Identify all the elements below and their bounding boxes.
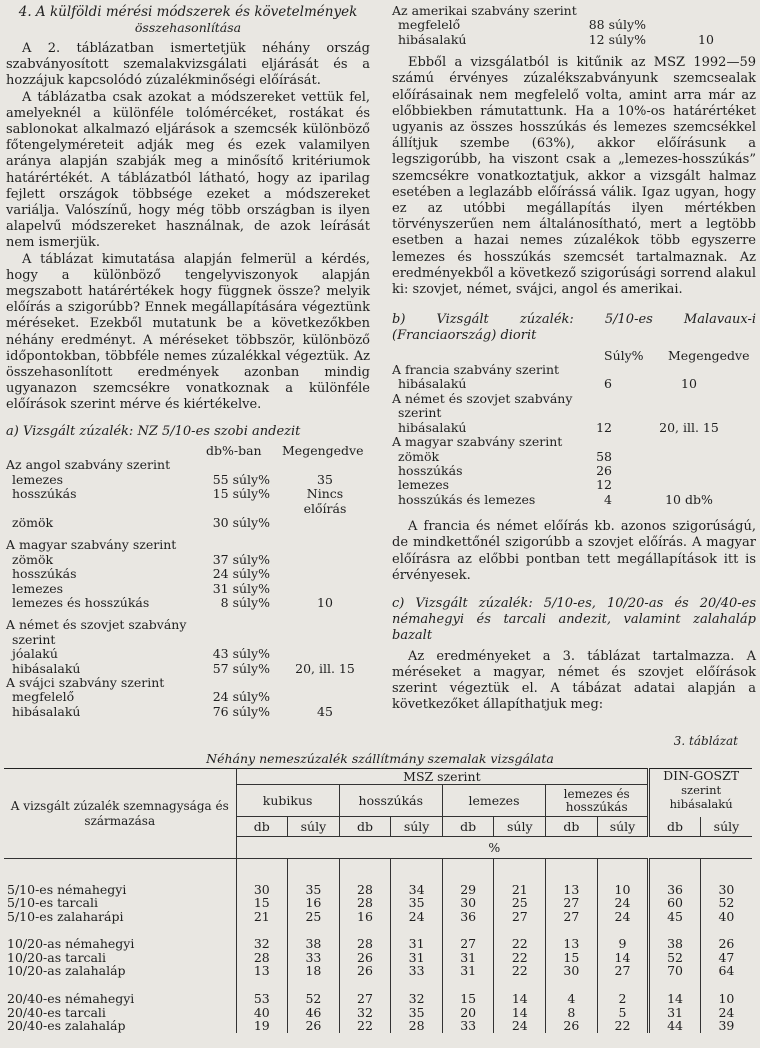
- table-cell: 14: [494, 992, 546, 1006]
- table-cell: 26: [288, 1019, 340, 1033]
- result-allowed: 20, ill. 15: [659, 419, 719, 435]
- table-row: [4, 992, 752, 1006]
- table-cell: 24: [391, 910, 443, 924]
- table-cell: 13: [546, 883, 598, 897]
- table-cell: 36: [649, 883, 701, 897]
- paragraph-question: A táblázat kimutatása alapján felmerül a kérdés, hogy a különböző tengelyviszonyok alapján megszabott határértékek hogy függnek össze? melyik előírás a szigorúbb? Ennek megállapítására végeztünk méréseket. Ezekből mutatunk be a következőkben néhány eredményt. A méréseket többször, különböző időpontokban, többféle nemes zúzalékkal végeztük. Az összehasonlított eredmények azonban mindig ugyanazon szemcsékre vonatkoznak a különféle előírások szerint mérve és kiértékelve.: [6, 251, 370, 413]
- result-value: 37 súly%: [212, 551, 270, 567]
- result-row: [392, 493, 756, 507]
- table-cell: 18: [288, 964, 340, 978]
- table-row: [4, 937, 752, 951]
- result-value: 6: [604, 376, 612, 392]
- result-allowed: előírás: [303, 500, 347, 516]
- table-cell: 22: [494, 951, 546, 965]
- result-allowed: [622, 450, 756, 464]
- result-allowed: 45: [317, 703, 333, 719]
- table-cell: 14: [494, 1006, 546, 1020]
- result-value: 4: [604, 491, 612, 507]
- table-cell: 27: [597, 964, 649, 978]
- result-allowed: 10 db%: [665, 491, 713, 507]
- result-allowed: 35: [317, 471, 333, 487]
- magyar-results: [6, 538, 370, 610]
- table-cell: 46: [288, 1006, 340, 1020]
- table-cell: 15: [546, 951, 598, 965]
- result-value: 24 súly%: [212, 566, 270, 582]
- result-row: [392, 33, 756, 47]
- table-cell: 27: [546, 896, 598, 910]
- table-title: Néhány nemeszúzalék szállítmány szemalak vizsgálata: [206, 751, 554, 766]
- table-cell: 30: [546, 964, 598, 978]
- table-cell: 32: [339, 1006, 391, 1020]
- table-row: [4, 1019, 752, 1033]
- result-label: hosszúkás: [398, 463, 463, 478]
- result-row: [6, 473, 370, 487]
- nemet-title-cont: szerint: [12, 631, 56, 647]
- result-label: hibásalakú: [12, 661, 81, 676]
- section-a-title: a) Vizsgált zúzalék: NZ 5/10-es szobi andezit: [6, 423, 301, 439]
- row-label: 5/10-es zalaharápi: [7, 908, 124, 924]
- francia-title: A francia szabvány szerint: [392, 362, 560, 378]
- table-cell: 26: [339, 951, 391, 965]
- table-cell: 28: [339, 883, 391, 897]
- table-cell: 22: [494, 964, 546, 978]
- result-label: lemezes: [398, 478, 450, 493]
- result-allowed: [280, 516, 370, 530]
- col-header-percent: db%-ban: [206, 442, 262, 458]
- result-value: [196, 502, 280, 516]
- col-header-allowed: Megengedve: [282, 442, 364, 458]
- table-cell: 33: [288, 951, 340, 965]
- result-row: [6, 502, 370, 516]
- result-value: 26: [596, 462, 612, 478]
- table-cell: 24: [597, 896, 649, 910]
- table-cell: 64: [700, 964, 752, 978]
- angol-title: Az angol szabvány szerint: [6, 457, 171, 473]
- section-b-title: b) Vizsgált zúzalék: 5/10-es Malavaux-i (Franciaország) diorit: [392, 312, 756, 344]
- result-label: hibásalakú: [398, 32, 467, 47]
- result-row: [392, 18, 756, 32]
- subheader-suly: súly: [700, 817, 752, 837]
- din-header-line-1: DIN-GOSZT: [663, 768, 740, 783]
- table-cell: 27: [546, 910, 598, 924]
- result-row: [392, 450, 756, 464]
- heading-line-2: összehasonlítása: [134, 20, 242, 35]
- result-label: lemezes és hosszúkás: [12, 595, 150, 610]
- result-label: hosszúkás és lemezes: [398, 492, 536, 507]
- table-cell: 26: [546, 1019, 598, 1033]
- table-cell: 9: [597, 937, 649, 951]
- result-allowed: 10: [698, 31, 714, 47]
- table-cell: 28: [339, 896, 391, 910]
- table-cell: 25: [494, 896, 546, 910]
- table-cell: 39: [700, 1019, 752, 1033]
- result-value: 15 súly%: [212, 486, 270, 502]
- result-allowed: [622, 464, 756, 478]
- table-cell: 13: [236, 964, 288, 978]
- result-row: [6, 567, 370, 581]
- table-cell: 24: [700, 1006, 752, 1020]
- group-header-kubikus: kubikus: [236, 785, 339, 817]
- table-cell: 40: [700, 910, 752, 924]
- result-row: [6, 647, 370, 661]
- magyar-results-b: [392, 435, 756, 507]
- result-label: lemezes: [12, 472, 64, 487]
- result-label: hosszúkás: [12, 567, 77, 582]
- result-allowed: [622, 478, 756, 492]
- table-cell: 47: [700, 951, 752, 965]
- table-cell: 27: [339, 992, 391, 1006]
- francia-results: [392, 363, 756, 392]
- table-cell: 29: [442, 883, 494, 897]
- col-header-allowed-b: Megengedve: [668, 347, 750, 363]
- angol-results: [6, 458, 370, 530]
- magyar-title-b: A magyar szabvány szerint: [392, 434, 563, 450]
- heading-line-1: 4. A külföldi mérési módszerek és követelmények: [18, 4, 358, 20]
- result-value: 55 súly%: [212, 471, 270, 487]
- magyar-title: A magyar szabvány szerint: [6, 537, 177, 553]
- table-cell: 27: [442, 937, 494, 951]
- result-value: 12: [596, 419, 612, 435]
- nemet-results-b: [392, 392, 756, 435]
- row-label: 20/40-es tarcali: [7, 1004, 106, 1020]
- result-label: jóalakú: [12, 647, 58, 662]
- table-cell: 32: [391, 992, 443, 1006]
- result-label: lemezes: [12, 581, 64, 596]
- svajci-results: [6, 676, 370, 719]
- table-row: [4, 910, 752, 924]
- table-row-header: A vizsgált zúzalék szemnagysága és származása: [4, 769, 236, 859]
- table-cell: 35: [288, 883, 340, 897]
- din-header-line-2: szerint hibásalakú: [669, 783, 733, 811]
- result-value: 43 súly%: [212, 646, 270, 662]
- table-cell: 10: [700, 992, 752, 1006]
- table-cell: 38: [649, 937, 701, 951]
- result-label: hibásalakú: [12, 704, 81, 719]
- table-cell: 4: [546, 992, 598, 1006]
- paragraph-conclusion-b: A francia és német előírás kb. azonos szigorúságú, de mindkettőnél szigorúbb a szovjet előírás. A magyar előírásra az előbbi pontban tett megállapítások itt is érvényesek.: [392, 519, 756, 583]
- table-cell: 31: [391, 937, 443, 951]
- table-cell: 15: [442, 992, 494, 1006]
- table-cell: 8: [546, 1006, 598, 1020]
- table-cell: 28: [391, 1019, 443, 1033]
- unit-row: %: [236, 837, 752, 859]
- result-allowed: 10: [681, 376, 697, 392]
- result-label: zömök: [12, 515, 54, 530]
- result-label: megfelelő: [12, 690, 75, 705]
- table-cell: 22: [494, 937, 546, 951]
- section-c-title: c) Vizsgált zúzalék: 5/10-es, 10/20-as és 20/40-es némahegyi és tarcali andezit, valamint zalahaláp bazalt: [392, 595, 756, 644]
- result-allowed: 20, ill. 15: [295, 660, 355, 676]
- result-label: megfelelő: [398, 18, 461, 33]
- result-value: 31 súly%: [212, 580, 270, 596]
- result-label: hibásalakú: [398, 420, 467, 435]
- result-allowed: [656, 18, 756, 32]
- table-row: [4, 896, 752, 910]
- table-label: 3. táblázat: [673, 734, 738, 748]
- table-cell: 21: [494, 883, 546, 897]
- results-table: [4, 768, 752, 1033]
- table-cell: 10: [597, 883, 649, 897]
- svajci-title: A svájci szabvány szerint: [6, 674, 165, 690]
- paragraph-table-intro: Az eredményeket a 3. táblázat tartalmazza. A méréseket a magyar, német és szovjet előírások szerint végeztük el. A tábázat adatai alapján a következőket állapíthatjuk meg:: [392, 648, 756, 713]
- table-cell: 22: [339, 1019, 391, 1033]
- paragraph-conclusion-a: Ebből a vizsgálatból is kitűnik az MSZ 1992—59 számú érvényes zúzalékszabványunk szemcsealak előírásainak nem megfelelő volta, amint arra már az előbbiekben rámutattunk. Ha a 10%-os határértéket ugyanis az összes hosszúkás és lemezes szemcsékkel állítjuk szembe (63%), akkor előírásunk a legszigorúbb, ha viszont csak a „lemezes-hosszúkás” szemcsékre vonatkoztatjuk, akkor a vizsgált halmaz esetében a leglazább előírássá válik. Igaz ugyan, hogy ez az utóbbi megállapítás ilyen mértékben törvényszerűen nem általánosítható, mert a legtöbb esetben a hazai nemes zúzalékok több egyszerre lemezes és hosszúkás szemcsét tartalmaznak. Az eredményekből a következő szigorúsági sorrend alakul ki: szovjet, német, svájci, angol és amerikai.: [392, 55, 756, 298]
- table-cell: 45: [649, 910, 701, 924]
- subheader-db: db: [339, 817, 391, 837]
- table-cell: 20: [442, 1006, 494, 1020]
- result-allowed: [280, 553, 370, 567]
- table-cell: 31: [442, 951, 494, 965]
- result-row: [6, 516, 370, 530]
- group-header-hosszukas: hosszúkás: [339, 785, 442, 817]
- table-cell: 13: [546, 937, 598, 951]
- result-label: zömök: [398, 449, 440, 464]
- result-value: 58: [596, 448, 612, 464]
- paragraph-intro: A 2. táblázatban ismertetjük néhány ország szabványosított szemalakvizsgálati eljárását és a hozzájuk kapcsolódó zúzalékminőségi előírását.: [6, 41, 370, 89]
- subheader-db: db: [442, 817, 494, 837]
- result-value: 12: [596, 477, 612, 493]
- result-row: [6, 662, 370, 676]
- paragraph-methods: A táblázatba csak azokat a módszereket vettük fel, amelyeknél a különféle tolómércéket, rostákat és sablonokat alkalmazó eljárások a szemcsék különböző főtengelyméreteit adják meg és ezek valamilyen aránya alapján szabják meg a minősítő kritériumok határértékét. A táblázatból látható, hogy az iparilag fejlett országok többsége ezeket a módszereket variálja. Valószínű, hogy még több országban is ilyen alapelvű módszereket használnak, de azok leírását nem ismerjük.: [6, 89, 370, 251]
- table-cell: 19: [236, 1019, 288, 1033]
- table-cell: 28: [339, 937, 391, 951]
- table-row: [4, 964, 752, 978]
- table-cell: 33: [391, 964, 443, 978]
- table-cell: 15: [236, 896, 288, 910]
- nemet-title-b-cont: szerint: [398, 405, 442, 421]
- table-cell: 35: [391, 896, 443, 910]
- result-label: zömök: [12, 552, 54, 567]
- din-header: [649, 769, 752, 817]
- result-row: [392, 464, 756, 478]
- table-cell: 30: [700, 883, 752, 897]
- result-value: 88 súly%: [588, 17, 646, 33]
- subheader-suly: súly: [597, 817, 649, 837]
- table-cell: 52: [700, 896, 752, 910]
- subheader-db: db: [236, 817, 288, 837]
- result-allowed: [280, 567, 370, 581]
- result-allowed: [280, 647, 370, 661]
- result-label: hibásalakú: [398, 377, 467, 392]
- table-cell: 24: [597, 910, 649, 924]
- result-value: 12 súly%: [588, 31, 646, 47]
- table-cell: 26: [339, 964, 391, 978]
- table-cell: 24: [494, 1019, 546, 1033]
- table-cell: 14: [597, 951, 649, 965]
- row-label: 5/10-es tarcali: [7, 895, 98, 911]
- row-label: 10/20-as zalahaláp: [7, 963, 126, 979]
- table-cell: 22: [597, 1019, 649, 1033]
- row-label: 5/10-es némahegyi: [7, 881, 127, 897]
- result-allowed: Nincs: [306, 486, 344, 502]
- section-heading: [6, 4, 370, 36]
- table-cell: 31: [649, 1006, 701, 1020]
- table-row: [4, 1006, 752, 1020]
- table-cell: 35: [391, 1006, 443, 1020]
- table-cell: 44: [649, 1019, 701, 1033]
- table-cell: 60: [649, 896, 701, 910]
- result-row: [6, 487, 370, 501]
- result-value: 30 súly%: [212, 514, 270, 530]
- table-cell: 40: [236, 1006, 288, 1020]
- amerikai-title: Az amerikai szabvány szerint: [392, 3, 577, 18]
- group-header-lemezes-hosszukas: lemezes és hosszúkás: [546, 785, 649, 817]
- table-cell: 31: [442, 964, 494, 978]
- table-cell: 5: [597, 1006, 649, 1020]
- result-row: [392, 478, 756, 492]
- right-column: [392, 4, 756, 713]
- result-column-headers: [6, 444, 370, 458]
- left-column: [6, 4, 370, 719]
- result-row: [6, 553, 370, 567]
- table-cell: 33: [442, 1019, 494, 1033]
- nemet-title: A német és szovjet szabvány: [6, 617, 187, 633]
- table-cell: 32: [236, 937, 288, 951]
- msz-header: MSZ szerint: [236, 769, 649, 785]
- result-label: hosszúkás: [12, 487, 77, 502]
- result-allowed: [280, 690, 370, 704]
- result-allowed: 10: [317, 594, 333, 610]
- result-allowed: [280, 582, 370, 596]
- table-cell: 34: [391, 883, 443, 897]
- nemet-results: [6, 618, 370, 676]
- table-cell: 21: [236, 910, 288, 924]
- table-row: [4, 883, 752, 897]
- table-cell: 70: [649, 964, 701, 978]
- amerikai-results: [392, 4, 756, 47]
- col-header-weight: Súly%: [604, 347, 644, 363]
- table-cell: 36: [442, 910, 494, 924]
- table-cell: 16: [339, 910, 391, 924]
- subheader-suly: súly: [494, 817, 546, 837]
- result-row: [6, 690, 370, 704]
- result-value: 8 súly%: [220, 594, 270, 610]
- subheader-suly: súly: [391, 817, 443, 837]
- subheader-db: db: [649, 817, 701, 837]
- table-cell: 52: [649, 951, 701, 965]
- table-cell: 38: [288, 937, 340, 951]
- table-cell: 30: [442, 896, 494, 910]
- table-cell: 14: [649, 992, 701, 1006]
- row-label: 20/40-es némahegyi: [7, 991, 135, 1007]
- table-cell: 53: [236, 992, 288, 1006]
- row-label: 10/20-as tarcali: [7, 949, 106, 965]
- result-value: 57 súly%: [212, 660, 270, 676]
- row-label: 20/40-es zalahaláp: [7, 1018, 126, 1034]
- table-cell: 2: [597, 992, 649, 1006]
- result-row: [6, 705, 370, 719]
- table-cell: 30: [236, 883, 288, 897]
- result-row: [6, 582, 370, 596]
- subheader-suly: súly: [288, 817, 340, 837]
- table-cell: 16: [288, 896, 340, 910]
- result-column-headers-b: [392, 349, 756, 363]
- result-row: [6, 596, 370, 610]
- table-cell: 27: [494, 910, 546, 924]
- table-row: [4, 951, 752, 965]
- table-cell: 28: [236, 951, 288, 965]
- result-row: [392, 377, 756, 391]
- result-label: [6, 502, 196, 516]
- result-value: 24 súly%: [212, 689, 270, 705]
- table-cell: 26: [700, 937, 752, 951]
- subheader-db: db: [546, 817, 598, 837]
- table-cell: 31: [391, 951, 443, 965]
- table-cell: 52: [288, 992, 340, 1006]
- nemet-title-b: A német és szovjet szabvány: [392, 390, 573, 406]
- table-cell: 25: [288, 910, 340, 924]
- result-value: 76 súly%: [212, 703, 270, 719]
- group-header-lemezes: lemezes: [442, 785, 545, 817]
- row-label: 10/20-as némahegyi: [7, 936, 135, 952]
- result-row: [392, 421, 756, 435]
